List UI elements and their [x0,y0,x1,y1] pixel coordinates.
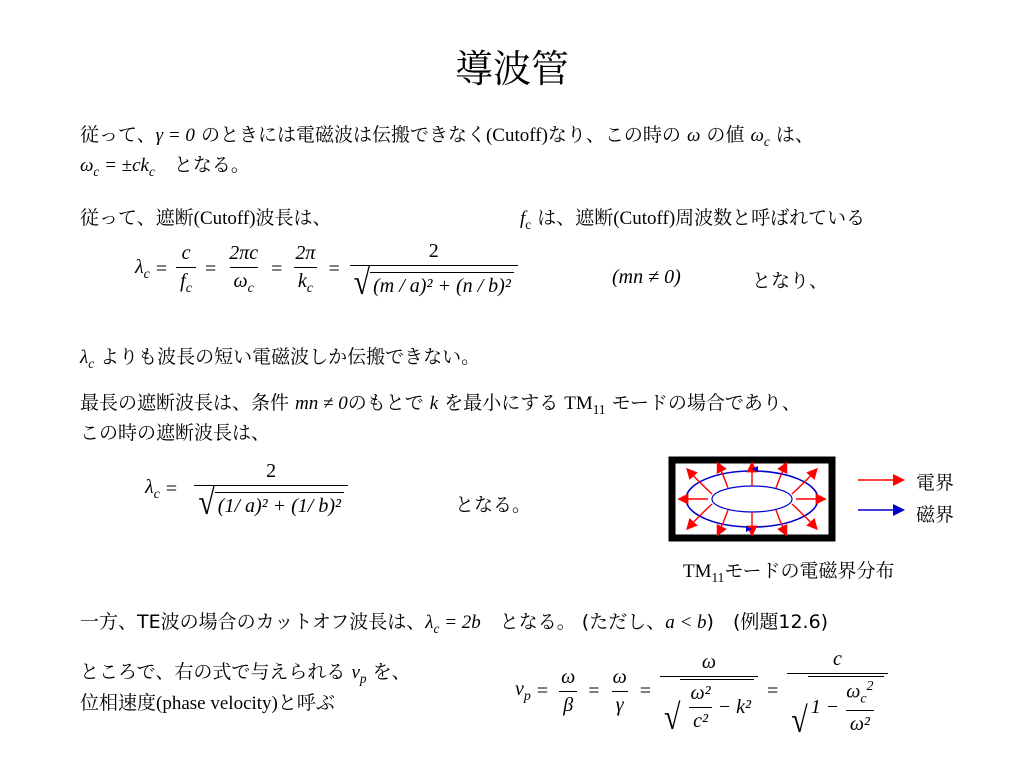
para4-line1: 最長の遮断波長は、条件 mn ≠ 0のもとで k を最小にする $TM_{11}$ モードの場合であり、 [80,392,801,417]
para1-line1 [80,120,814,150]
para1-line2 [80,150,250,180]
legend-electric-label: 電界 [916,472,955,494]
eq-lambda-tail: となり、 [752,270,829,292]
cutoff-text: (Cutoff) [485,125,548,146]
tm11-cutoff-equation: $\lambda_c$ = 2 √ (1/ a)² + (1/ b)² [145,460,359,518]
fc-math: $f_c$ [520,208,532,232]
omega-math: ω [686,125,701,146]
para1-text-b: のときには電磁波は伝搬できなく [194,124,486,146]
para2-left: 従って、遮断(Cutoff)波長は、 [80,207,332,229]
para6-line1: ところで、右の式で与えられる $v_p$ を、 [80,661,411,686]
eq-tm11-tail: となる。 [455,494,532,516]
para4-line2: この時の遮断波長は、 [80,422,271,444]
phase-velocity-equation: $v_p$ = $\frac{\omega}{\beta}$ = $\frac{\omega}{\gamma}$ = ω √ $\frac{\text{ω²}}{\text{c²}}$ − k² = c √ 1 − $\frac{\omega_c^2}{\text{ω²}}$ [515,648,891,736]
legend-arrows [856,470,908,520]
para1-text-d: の値 [700,124,751,146]
omega-c-eq-math: $\omega_c = \pm ck_c$ [80,155,155,179]
para2-right: $f_c$ は、遮断(Cutoff)周波数と呼ばれている [520,207,866,232]
lambda-cutoff-equation: $\lambda_c$ = $\frac{c}{f_c}$ = $\frac{2\pi c}{\omega_c}$ = $\frac{2\pi}{k_c}$ = 2 √ (m / a)² + (n / b)² [135,240,522,298]
para1-text-a: 従って、 [80,124,156,146]
tm11-field-diagram [668,456,836,542]
para5: 一方、TE波の場合のカットオフ波長は、$\lambda_c = 2b$ となる。 (ただし、a < b) (例題12.6) [80,611,829,636]
para1-text-c: なり、この時の [547,124,687,146]
para1-text-e: は、 [769,124,814,146]
para6-line2: 位相速度(phase velocity)と呼ぶ [80,692,335,714]
omega-c-math: $\omega_c$ [750,125,770,149]
mn-condition: (mn ≠ 0) [612,266,681,288]
para1-text-f: となる。 [154,154,250,176]
gamma-zero-math: γ = 0 [155,125,195,146]
diagram-caption: $TM_{11}$モードの電磁界分布 [683,560,895,585]
lambda-c-math: $\lambda_c$ [80,347,95,371]
para3: $\lambda_c$ よりも波長の短い電磁波しか伝搬できない。 [80,346,481,371]
legend-magnetic-label: 磁界 [916,504,955,526]
slide-title: 導波管 [454,47,569,91]
